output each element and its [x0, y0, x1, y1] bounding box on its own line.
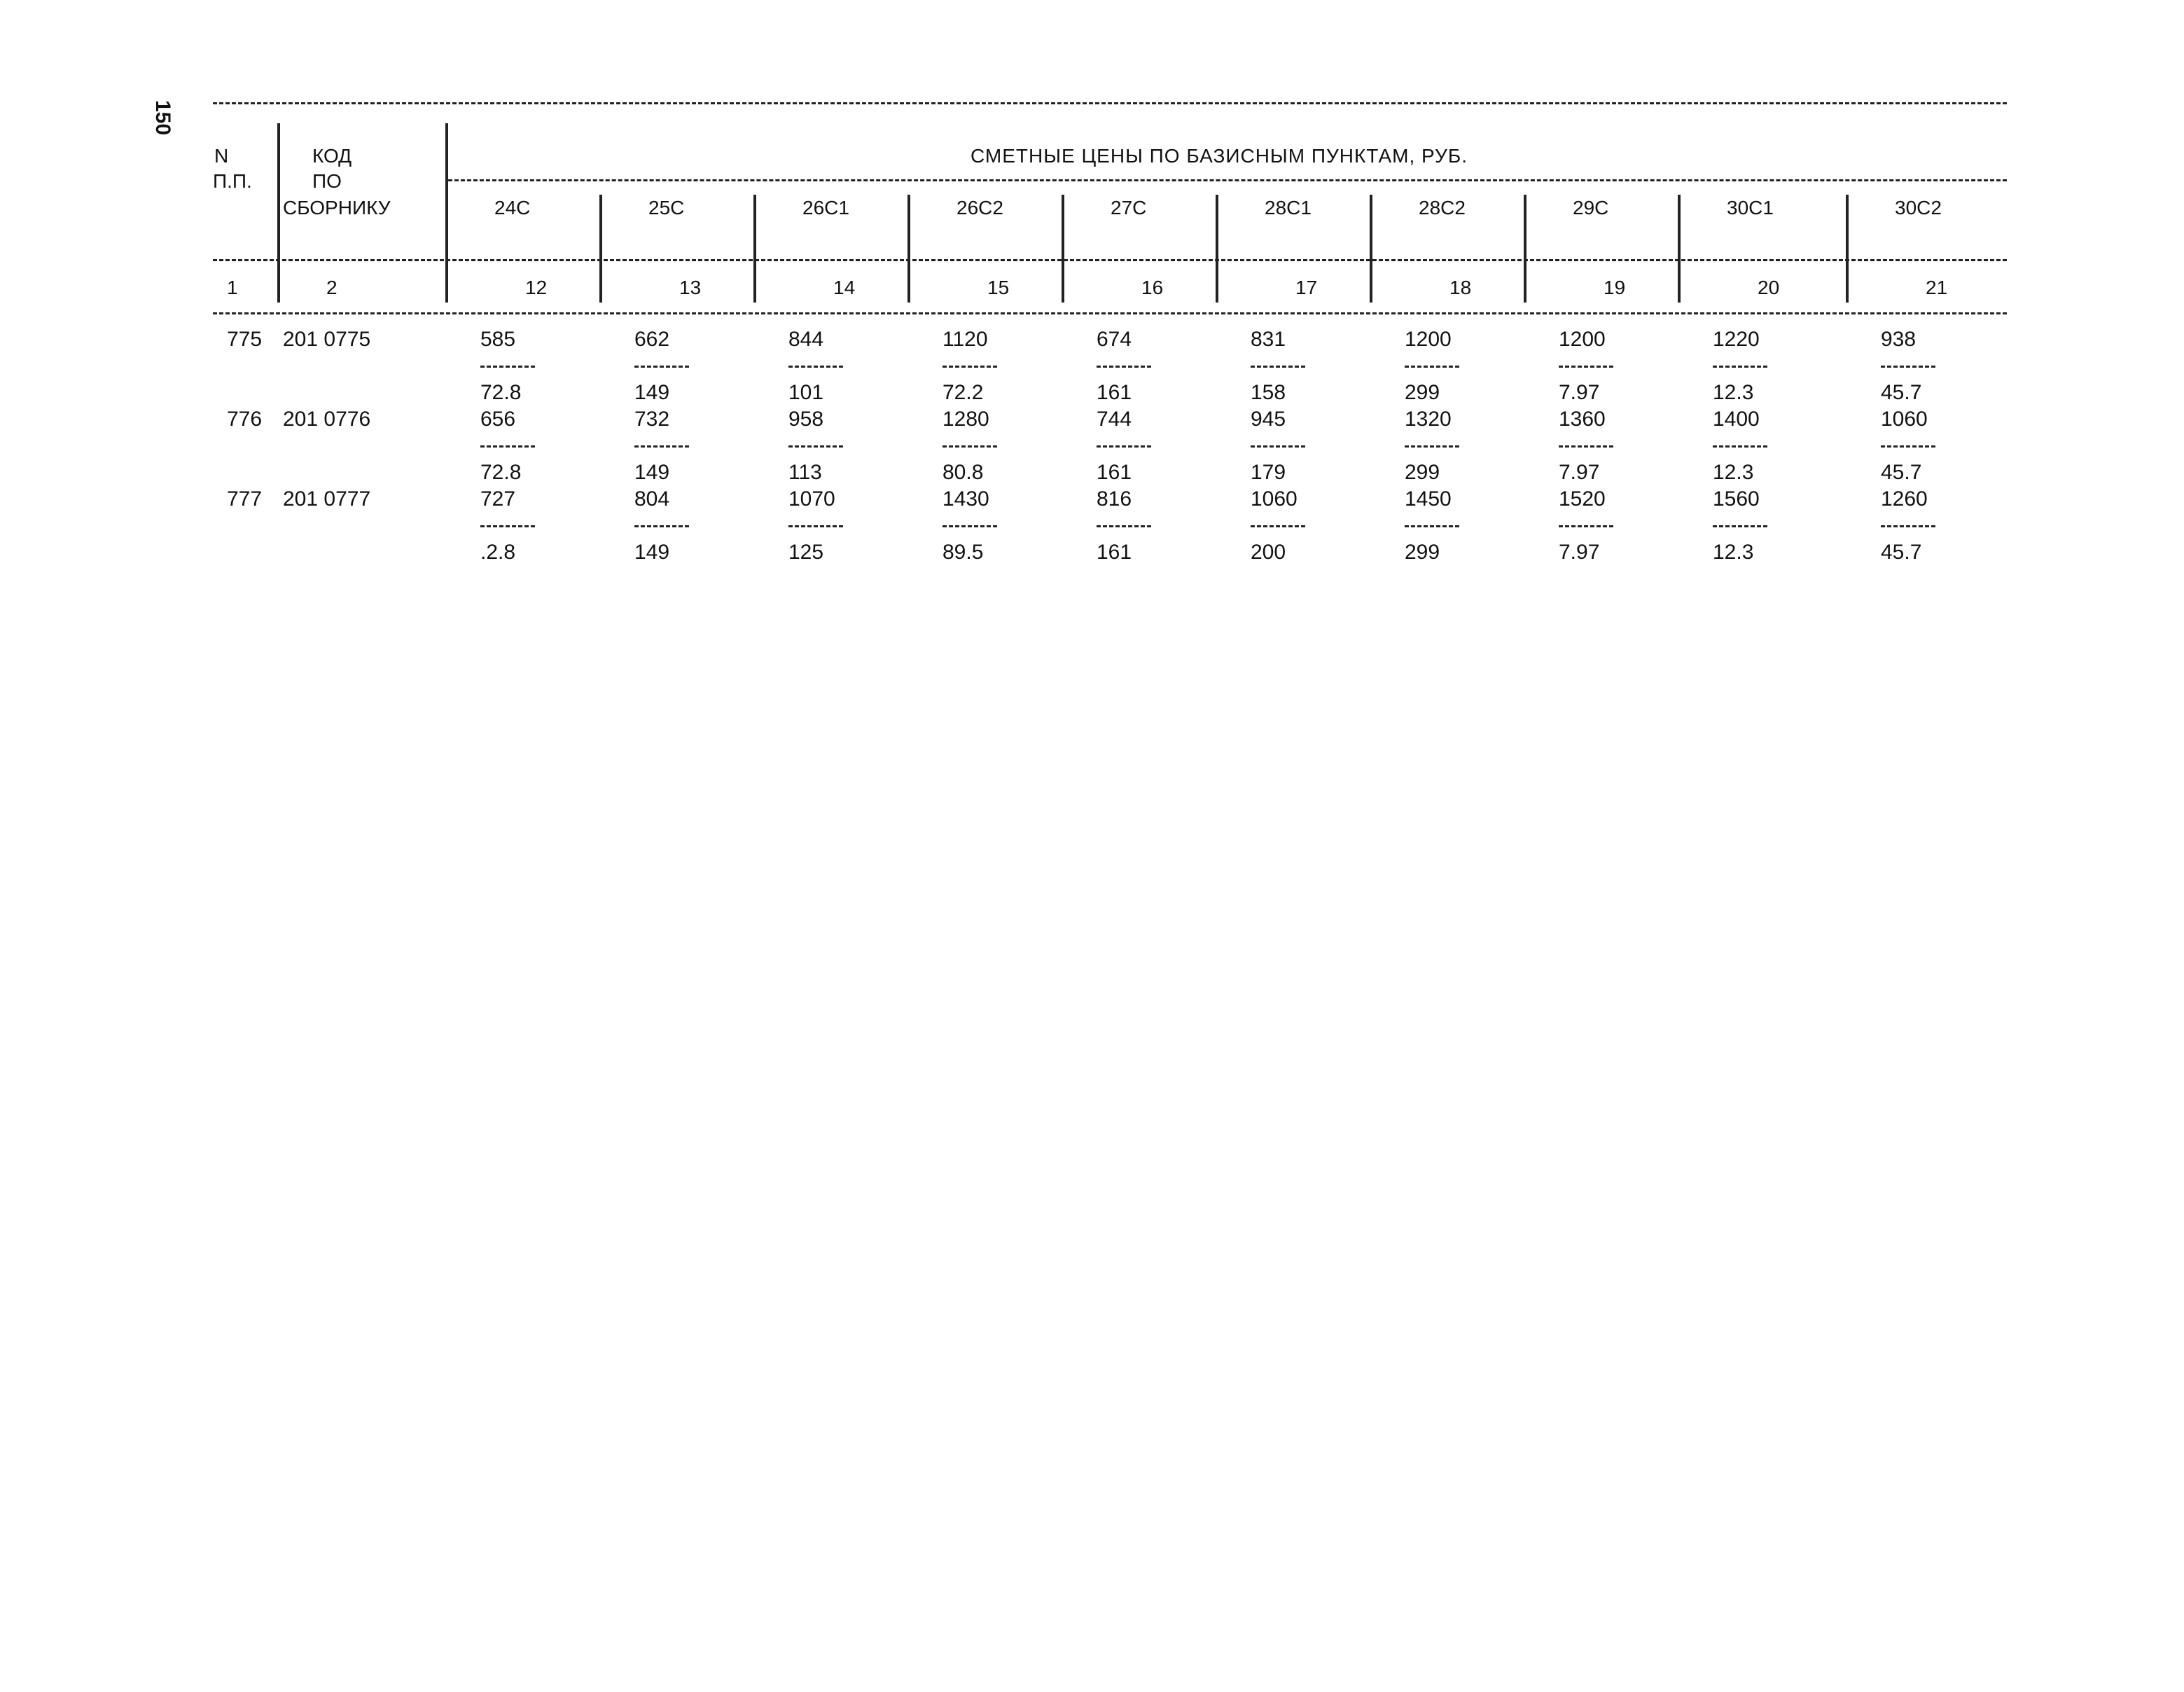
price-numerator: 1560 — [1713, 487, 1760, 511]
price-denominator: 158 — [1251, 381, 1286, 404]
price-denominator: 161 — [1097, 381, 1132, 404]
price-numerator: 831 — [1251, 328, 1286, 351]
rule-top — [213, 102, 2007, 104]
price-numerator: 1520 — [1559, 487, 1606, 511]
price-numerator: 585 — [480, 328, 516, 351]
price-numerator: 1060 — [1251, 487, 1298, 511]
fraction-line — [1559, 366, 1613, 368]
price-numerator: 662 — [634, 328, 670, 351]
sep-col-6 — [1370, 195, 1372, 303]
price-denominator: 45.7 — [1881, 381, 1922, 404]
fraction-line — [480, 525, 535, 527]
price-numerator: 1200 — [1559, 328, 1606, 351]
sep-col-1 — [599, 195, 602, 303]
fraction-line — [634, 525, 689, 527]
column-number: 16 — [1141, 277, 1164, 298]
point-header: 25С — [648, 197, 685, 219]
price-numerator: 1200 — [1405, 328, 1452, 351]
sep-n — [277, 123, 280, 303]
price-denominator: 7.97 — [1559, 541, 1600, 564]
fraction-line — [1713, 445, 1767, 448]
column-number: 18 — [1449, 277, 1472, 298]
point-header: 28С1 — [1265, 197, 1312, 219]
price-denominator: 45.7 — [1881, 541, 1922, 564]
row-number: 776 — [227, 408, 263, 431]
price-numerator: 1220 — [1713, 328, 1760, 351]
column-number: 2 — [326, 277, 338, 298]
price-denominator: 72.8 — [480, 381, 522, 404]
price-numerator: 938 — [1881, 328, 1917, 351]
price-numerator: 674 — [1097, 328, 1132, 351]
price-denominator: 161 — [1097, 461, 1132, 484]
price-numerator: 1070 — [788, 487, 835, 511]
page-number: 150 — [151, 99, 174, 136]
price-numerator: 1450 — [1405, 487, 1452, 511]
fraction-line — [943, 366, 997, 368]
column-number: 13 — [679, 277, 702, 298]
price-denominator: 80.8 — [943, 461, 984, 484]
point-header: 30С2 — [1895, 197, 1942, 219]
fraction-line — [1097, 525, 1151, 527]
fraction-line — [1251, 366, 1305, 368]
point-header: 28С2 — [1419, 197, 1466, 219]
price-denominator: 149 — [634, 541, 670, 564]
price-numerator: 1400 — [1713, 408, 1760, 431]
column-number: 14 — [833, 277, 856, 298]
column-number: 15 — [987, 277, 1010, 298]
price-numerator: 1320 — [1405, 408, 1452, 431]
sep-col-8 — [1678, 195, 1681, 303]
price-denominator: 72.2 — [943, 381, 984, 404]
price-denominator: 12.3 — [1713, 541, 1754, 564]
price-numerator: 744 — [1097, 408, 1132, 431]
price-denominator: 7.97 — [1559, 461, 1600, 484]
fraction-line — [1881, 366, 1935, 368]
price-numerator: 1360 — [1559, 408, 1606, 431]
price-numerator: 816 — [1097, 487, 1132, 511]
price-denominator: 125 — [788, 541, 824, 564]
fraction-line — [1251, 445, 1305, 448]
fraction-line — [943, 445, 997, 448]
column-number: 19 — [1604, 277, 1626, 298]
price-denominator: 299 — [1405, 541, 1440, 564]
price-denominator: 179 — [1251, 461, 1286, 484]
column-number: 20 — [1758, 277, 1780, 298]
header-code-sub: ПО — [312, 170, 342, 192]
fraction-line — [634, 445, 689, 448]
price-denominator: 72.8 — [480, 461, 522, 484]
point-header: 30С1 — [1727, 197, 1774, 219]
price-denominator: 12.3 — [1713, 381, 1754, 404]
sep-code — [445, 123, 448, 303]
price-numerator: 1280 — [943, 408, 989, 431]
header-title: СМЕТНЫЕ ЦЕНЫ ПО БАЗИСНЫМ ПУНКТАМ, РУБ. — [971, 145, 1468, 167]
header-code: КОД — [312, 145, 352, 167]
header-code-sub2: СБОРНИКУ — [283, 197, 391, 219]
fraction-line — [480, 445, 535, 448]
fraction-line — [943, 525, 997, 527]
fraction-line — [1097, 445, 1151, 448]
fraction-line — [788, 445, 843, 448]
price-numerator: 1260 — [1881, 487, 1928, 511]
price-denominator: 149 — [634, 381, 670, 404]
fraction-line — [1713, 525, 1767, 527]
sep-col-5 — [1216, 195, 1218, 303]
price-numerator: 1120 — [943, 328, 988, 351]
price-denominator: 161 — [1097, 541, 1132, 564]
header-n-sub: П.П. — [213, 170, 252, 192]
column-number: 1 — [227, 277, 238, 298]
fraction-line — [1251, 525, 1305, 527]
fraction-line — [480, 366, 535, 368]
price-denominator: 299 — [1405, 461, 1440, 484]
rule-title — [448, 179, 2007, 181]
column-number: 12 — [525, 277, 548, 298]
row-code: 201 0775 — [283, 328, 371, 351]
price-numerator: 732 — [634, 408, 670, 431]
row-code: 201 0776 — [283, 408, 371, 431]
price-numerator: 844 — [788, 328, 824, 351]
price-numerator: 804 — [634, 487, 670, 511]
fraction-line — [788, 525, 843, 527]
point-header: 27С — [1111, 197, 1147, 219]
sep-col-9 — [1846, 195, 1849, 303]
row-code: 201 0777 — [283, 487, 371, 511]
sep-col-7 — [1524, 195, 1526, 303]
fraction-line — [1405, 366, 1459, 368]
row-number: 775 — [227, 328, 263, 351]
price-denominator: 7.97 — [1559, 381, 1600, 404]
fraction-line — [1559, 525, 1613, 527]
column-number: 17 — [1295, 277, 1318, 298]
price-denominator: 101 — [788, 381, 824, 404]
header-n: N — [214, 145, 229, 167]
price-denominator: 89.5 — [943, 541, 984, 564]
fraction-line — [1713, 366, 1767, 368]
fraction-line — [634, 366, 689, 368]
rule-header-bottom — [213, 259, 2007, 261]
fraction-line — [1881, 525, 1935, 527]
sep-col-4 — [1062, 195, 1064, 303]
fraction-line — [1097, 366, 1151, 368]
row-number: 777 — [227, 487, 263, 511]
price-numerator: 727 — [480, 487, 516, 511]
fraction-line — [1881, 445, 1935, 448]
price-denominator: 200 — [1251, 541, 1286, 564]
rule-colnum-bottom — [213, 312, 2007, 314]
price-denominator: 12.3 — [1713, 461, 1754, 484]
fraction-line — [1405, 445, 1459, 448]
fraction-line — [1559, 445, 1613, 448]
price-numerator: 945 — [1251, 408, 1286, 431]
price-numerator: 656 — [480, 408, 516, 431]
price-numerator: 958 — [788, 408, 824, 431]
fraction-line — [1405, 525, 1459, 527]
price-denominator: 299 — [1405, 381, 1440, 404]
price-denominator: 45.7 — [1881, 461, 1922, 484]
price-denominator: 149 — [634, 461, 670, 484]
sep-col-2 — [753, 195, 756, 303]
point-header: 26С2 — [957, 197, 1003, 219]
fraction-line — [788, 366, 843, 368]
column-number: 21 — [1926, 277, 1948, 298]
point-header: 29С — [1573, 197, 1609, 219]
point-header: 26С1 — [802, 197, 849, 219]
price-denominator: .2.8 — [480, 541, 516, 564]
point-header: 24С — [494, 197, 531, 219]
price-denominator: 113 — [788, 461, 822, 484]
price-numerator: 1060 — [1881, 408, 1928, 431]
sep-col-3 — [907, 195, 910, 303]
price-numerator: 1430 — [943, 487, 989, 511]
